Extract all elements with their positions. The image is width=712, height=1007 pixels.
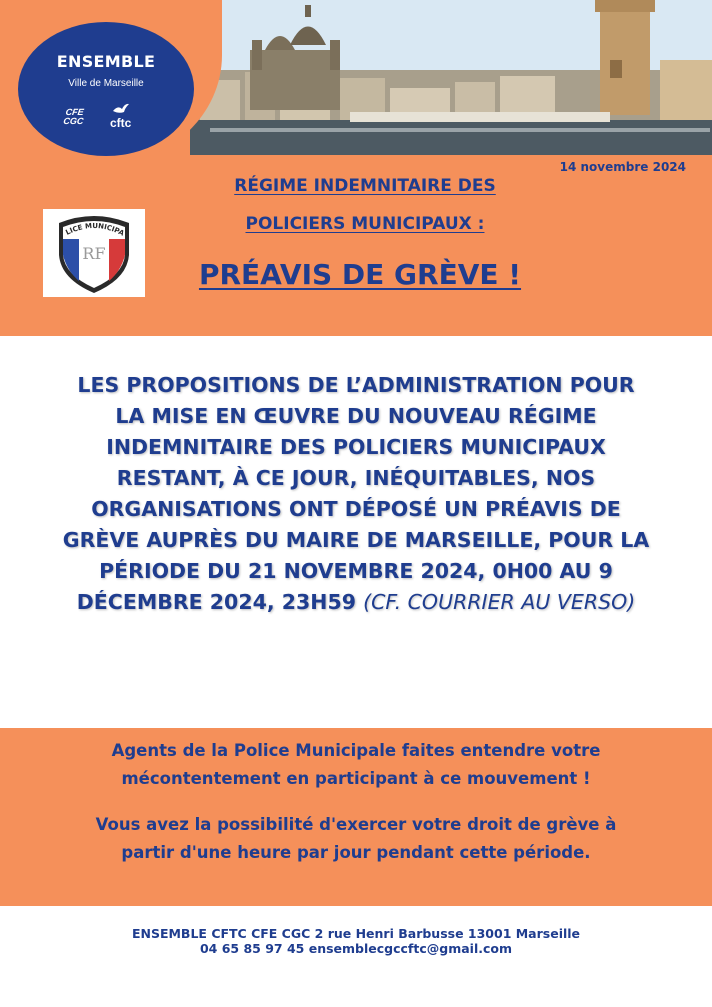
logo-subtitle: Ville de Marseille [68,78,144,89]
cfe-text: CFE [65,107,85,117]
badge-monogram: RF [82,244,106,263]
footer-contact: 04 65 85 97 45 ensemblecgccftc@gmail.com [199,941,512,956]
subtitle-line-2: POLICIERS MUNICIPAUX : [245,214,485,234]
footer-address: ENSEMBLE CFTC CFE CGC 2 rue Henri Barbusse 13001 Marseille [131,926,581,941]
cftc-bird-icon [112,102,130,116]
subtitle-line-1: RÉGIME INDEMNITAIRE DES [234,176,496,196]
call-to-action-2: Vous avez la possibilité d'exercer votre droit de grève à partir d'une heure par jour pendant cette période. [95,815,617,862]
city-skyline-image [190,0,712,155]
call-to-action-1: Agents de la Police Municipale faites entendre votre mécontentement en participant à ce mouvement ! [111,741,601,788]
badge-text: LICE MUNICIPA [64,221,126,238]
ensemble-logo [18,22,194,156]
announcement-text [60,370,652,618]
page-title: PRÉAVIS DE GRÈVE ! [198,258,522,291]
cgc-text: CGC [62,116,85,126]
footer [0,926,712,956]
announcement-body: LES PROPOSITIONS DE L’ADMINISTRATION POUR LA MISE EN ŒUVRE DU NOUVEAU RÉGIME INDEMNITAIRE DES POLICIERS MUNICIPAUX RESTANT, À CE JOUR, INÉQUITABLES, NOS ORGANISATIONS ONT DÉPOSÉ UN PRÉAVIS DE GRÈVE AUPRÈS DU MAIRE DE MARSEILLE, POUR LA PÉRIODE DU 21 NOVEMBRE 2024, 0H00 AU 9 DÉCEMBRE 2024, 23H59 [62,373,650,614]
announcement-reference: (CF. COURRIER AU VERSO) [363,590,636,614]
marseille-city-photo [190,0,712,155]
cftc-logo-text: cftc [110,116,132,130]
logo-title: ENSEMBLE [56,52,156,71]
cfe-cgc-logo [63,108,86,126]
police-municipale-badge-icon [43,209,145,297]
police-badge [43,209,145,297]
document-date: 14 novembre 2024 [559,160,686,174]
